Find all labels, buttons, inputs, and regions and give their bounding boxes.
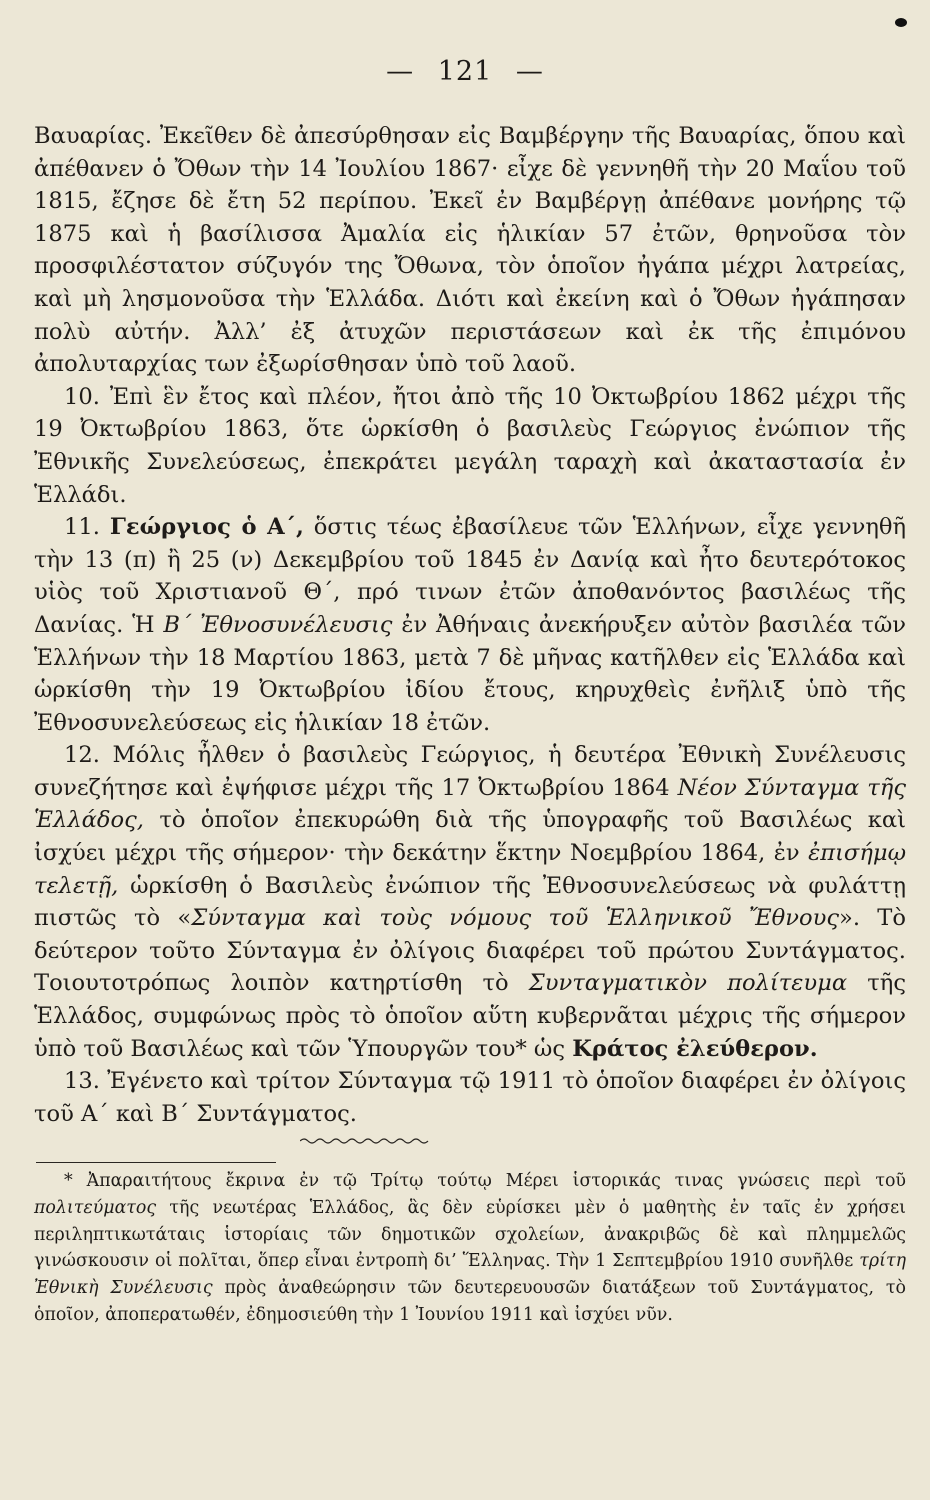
paragraph-run-bold: Κράτος ἐλεύθερον. xyxy=(572,1035,818,1062)
footnote xyxy=(34,1168,906,1329)
paragraph-run-bold: Γεώργιος ὁ Α΄, xyxy=(109,514,304,541)
paragraph-run-it: Νέον Σύνταγμα τῆς Ἑλλάδος, xyxy=(34,774,906,834)
footnote-run-text: πρὸς ἀναθεώρησιν τῶν δευτερευουσῶν διατάξεων τοῦ Συντάγματος, τὸ ὁποῖον, ἀποπερατωθέν, ἐδημοσιεύθη τὴν 1 Ἰουνίου 1911 καὶ ἰσχύει νῦν. xyxy=(34,1278,906,1325)
page-header xyxy=(0,56,930,87)
ornamental-divider xyxy=(300,1137,430,1145)
paragraph-run-text: ἐν Ἀθήναις ἀνεκήρυξεν αὐτὸν βασιλέα τῶν Ἑλλήνων τὴν 18 Μαρτίου 1863, μετὰ 7 δὲ μῆνας κατῆλθεν εἰς Ἑλλάδα καὶ ὡρκίσθη τὴν 19 Ὀκτωβρίου ἰδίου ἔτους, κηρυχθεὶς ἐνῆλιξ ὑπὸ τῆς Ἐθνοσυνελεύσεως εἰς ἡλικίαν 18 ἐτῶν. xyxy=(34,611,906,736)
paragraph-run-text: ». Τὸ δεύτερον τοῦτο Σύνταγμα ἐν ὀλίγοις διαφέρει τοῦ πρώτου Συντάγματος. Τοιουτοτρόπως λοιπὸν κατηρτίσθη τὸ xyxy=(34,905,906,997)
paragraph-13 xyxy=(34,1065,906,1130)
footnote-run-it: τρίτη Ἐθνικὴ Συνέλευσις xyxy=(34,1251,906,1299)
paragraph-run-text: 10. Ἐπὶ ἓν ἔτος καὶ πλέον, ἤτοι ἀπὸ τῆς 10 Ὀκτωβρίου 1862 μέχρι τῆς 19 Ὀκτωβρίου 1863, ὅτε ὡρκίσθη ὁ βασιλεὺς Γεώργιος ἐνώπιον τῆς Ἐθνικῆς Συνελεύσεως, ἐπεκράτει μεγάλη ταραχὴ καὶ ἀκαταστασία ἐν Ἑλλάδι. xyxy=(34,383,906,508)
paragraph-run-text: Βαυαρίας. Ἐκεῖθεν δὲ ἀπεσύρθησαν εἰς Βαμβέργην τῆς Βαυαρίας, ὅπου καὶ ἀπέθανεν ὁ Ὄθων τὴν 14 Ἰουλίου 1867· εἶχε δὲ γεννηθῆ τὴν 20 Μαΐου τοῦ 1815, ἔζησε δὲ ἔτη 52 περίπου. Ἐκεῖ ἐν Βαμβέργῃ ἀπέθανε μονήρης τῷ 1875 καὶ ἡ βασίλισσα Ἀμαλία εἰς ἡλικίαν 57 ἐτῶν, θρηνοῦσα τὸν προσφιλέστατον σύζυγόν της Ὄθωνα, τὸν ὁποῖον ἠγάπα μέχρι λατρείας, καὶ μὴ λησμονοῦσα τὴν Ἑλλάδα. Διότι καὶ ἐκείνη καὶ ὁ Ὄθων ἠγάπησαν πολὺ αὐτήν. Ἀλλ’ ἐξ ἀτυχῶν περιστάσεων καὶ ἐκ τῆς ἐπιμόνου ἀπολυταρχίας των ἐξωρίσθησαν ὑπὸ τοῦ λαοῦ. xyxy=(34,123,906,378)
paragraph-run-it: ἐπισήμῳ τελετῇ, xyxy=(34,840,906,899)
paragraph-run-text: ὡρκίσθη ὁ Βασιλεὺς ἐνώπιον τῆς Ἐθνοσυνελεύσεως νὰ φυλάττῃ πιστῶς τὸ « xyxy=(34,872,906,932)
header-dash-right: — xyxy=(515,56,544,87)
header-dash-left: — xyxy=(386,56,415,87)
paragraph-run-text: ὅστις τέως ἐβασίλευε τῶν Ἑλλήνων, εἶχε γεννηθῆ τὴν 13 (π) ἢ 25 (ν) Δεκεμβρίου τοῦ 1845 ἐν Δανίᾳ καὶ ἦτο δευτερότοκος υἱὸς τοῦ Χριστιανοῦ Θ΄, πρό τινων ἐτῶν ἀποθανόντος βασιλέως τῆς Δανίας. Ἡ xyxy=(34,514,907,638)
footnote-rule xyxy=(36,1162,276,1163)
paragraph-run-it: Β΄ Ἐθνοσυνέλευσις xyxy=(163,611,393,638)
paragraph-run-text: 12. Μόλις ἦλθεν ὁ βασιλεὺς Γεώργιος, ἡ δευτέρα Ἐθνικὴ Συνέλευσις συνεζήτησε καὶ ἐψήφισε μέχρι τῆς 17 Ὀκτωβρίου 1864 xyxy=(34,742,906,801)
paragraph-run-it: Συνταγματικὸν πολίτευμα xyxy=(528,970,848,997)
ink-blot xyxy=(895,18,907,27)
paragraph-continuation xyxy=(34,120,906,381)
paragraph-11 xyxy=(34,511,906,739)
paragraph-12 xyxy=(34,739,906,1065)
paragraph-10 xyxy=(34,381,906,511)
paragraph-run-text: 11. xyxy=(64,514,110,541)
footnote-run-text: τῆς νεωτέρας Ἑλλάδος, ἃς δὲν εὑρίσκει μὲν ὁ μαθητὴς ἐν ταῖς ἐν χρήσει περιληπτικωτάταις ἱστορίαις τῶν δημοτικῶν σχολείων, ἀνακριβῶς δὲ καὶ πλημμελῶς γινώσκουσιν οἱ πολῖται, ὅπερ εἶναι ἐντροπὴ δι’ Ἕλληνας. Τὴν 1 Σεπτεμβρίου 1910 συνῆλθε xyxy=(34,1197,906,1272)
page-number: 121 xyxy=(437,56,493,87)
footnote-run-text: * Ἀπαραιτήτους ἔκρινα ἐν τῷ Τρίτῳ τούτῳ Μέρει ἱστορικάς τινας γνώσεις περὶ τοῦ xyxy=(64,1171,906,1191)
paragraph-run-it: Σύνταγμα καὶ τοὺς νόμους τοῦ Ἑλληνικοῦ Ἔθνους xyxy=(191,905,839,932)
main-text xyxy=(34,120,906,1130)
paragraph-run-text: 13. Ἐγένετο καὶ τρίτον Σύνταγμα τῷ 1911 τὸ ὁποῖον διαφέρει ἐν ὀλίγοις τοῦ Α΄ καὶ Β΄ Συντάγματος. xyxy=(34,1068,906,1127)
footnote-run-it: πολιτεύματος xyxy=(34,1197,157,1218)
paragraph-run-text: τὸ ὁποῖον ἐπεκυρώθη διὰ τῆς ὑπογραφῆς τοῦ Βασιλέως καὶ ἰσχύει μέχρι τῆς σήμερον· τὴν δεκάτην ἕκτην Νοεμβρίου 1864, ἐν xyxy=(34,807,906,867)
paragraph-run-text: τῆς Ἑλλάδος, συμφώνως πρὸς τὸ ὁποῖον αὕτη κυβερνᾶται μέχρις τῆς σήμερον ὑπὸ τοῦ Βασιλέως καὶ τῶν Ὑπουργῶν του* ὡς xyxy=(34,970,906,1062)
